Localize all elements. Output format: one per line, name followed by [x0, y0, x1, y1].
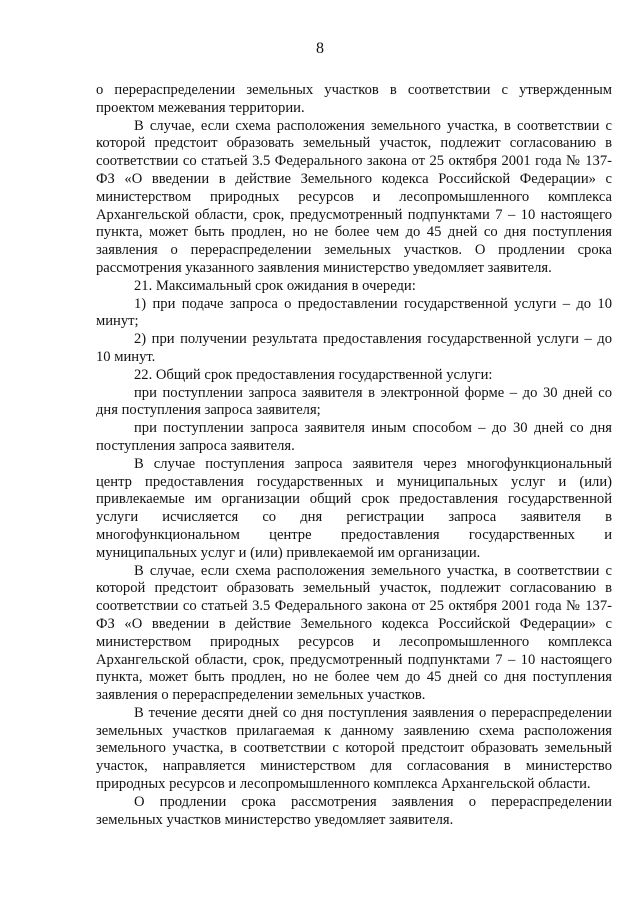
paragraph: В случае, если схема расположения земельного участка, в соответствии с которой предстоит образовать земельный участок, подлежит согласованию в соответствии со статьей 3.5 Федерального закона от 25 октября 2001 года № 137-ФЗ «О введении в действие Земельного кодекса Российской Федерации» с министерством природных ресурсов и лесопромышленного комплекса Архангельской области, срок, предусмотренный подпунктами 7 – 10 настоящего пункта, может быть продлен, но не более чем до 45 дней со дня поступления заявления о перераспределении земельных участков.	[96, 562, 612, 704]
paragraph: В течение десяти дней со дня поступления заявления о перераспределении земельных участков прилагаемая к данному заявлению схема расположения земельного участка, в соответствии с которой предстоит образовать земельный участок, направляется министерством для согласования в министерство природных ресурсов и лесопромышленного комплекса Архангельской области.	[96, 704, 612, 793]
paragraph: В случае поступления запроса заявителя через многофункциональный центр предоставления государственных и муниципальных услуг и (или) привлекаемые им организации общий срок предоставления государственной услуги исчисляется со дня регистрации запроса заявителя в многофункциональном центре предоставления государственных и муниципальных услуг и (или) привлекаемой им организации.	[96, 455, 612, 561]
paragraph: В случае, если схема расположения земельного участка, в соответствии с которой предстоит образовать земельный участок, подлежит согласованию в соответствии со статьей 3.5 Федерального закона от 25 октября 2001 года № 137-ФЗ «О введении в действие Земельного кодекса Российской Федерации» с министерством природных ресурсов и лесопромышленного комплекса Архангельской области, срок, предусмотренный подпунктами 7 – 10 настоящего пункта, может быть продлен, но не более чем до 45 дней со дня поступления заявления о перераспределении земельных участков. О продлении срока рассмотрения указанного заявления министерство уведомляет заявителя.	[96, 117, 612, 276]
paragraph: при поступлении запроса заявителя в электронной форме – до 30 дней со дня поступления запроса заявителя;	[96, 384, 612, 419]
page-number: 8	[316, 40, 324, 57]
paragraph: 1) при подаче запроса о предоставлении государственной услуги – до 10 минут;	[96, 295, 612, 330]
paragraph: 22. Общий срок предоставления государственной услуги:	[134, 366, 493, 383]
paragraph: о перераспределении земельных участков в соответствии с утвержденным проектом межевания территории.	[96, 82, 612, 116]
body-text	[96, 82, 612, 829]
paragraph: 2) при получении результата предоставления государственной услуги – до 10 минут.	[96, 331, 612, 365]
paragraph: О продлении срока рассмотрения заявления о перераспределении земельных участков министерство уведомляет заявителя.	[96, 793, 612, 828]
paragraph: 21. Максимальный срок ожидания в очереди:	[134, 277, 416, 294]
paragraph: при поступлении запроса заявителя иным способом – до 30 дней со дня поступления запроса заявителя.	[96, 420, 612, 454]
